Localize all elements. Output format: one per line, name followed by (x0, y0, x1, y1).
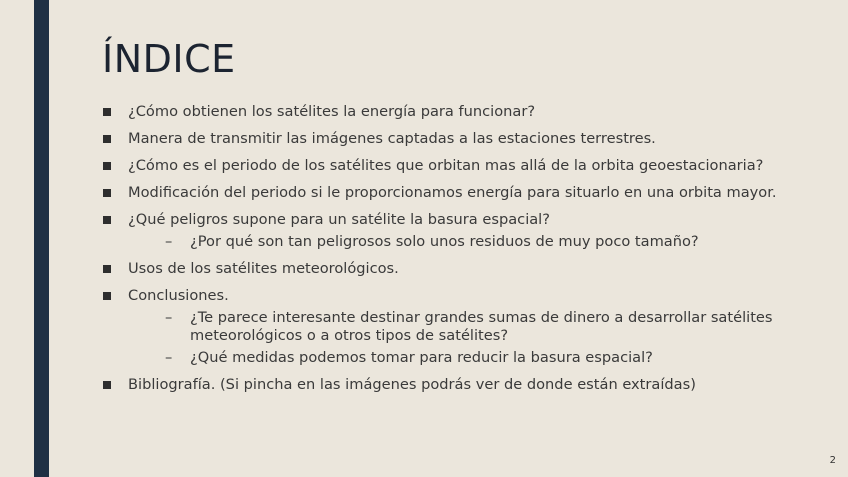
sub-list-item-text: ¿Qué medidas podemos tomar para reducir la basura espacial? (190, 349, 653, 366)
square-bullet-icon (103, 189, 111, 197)
list-item (102, 211, 822, 251)
square-bullet-icon (103, 265, 111, 273)
dash-bullet-icon: – (165, 233, 173, 250)
list-item (102, 376, 822, 394)
square-bullet-icon (103, 216, 111, 224)
sub-list-item (128, 309, 822, 345)
list-item (102, 130, 822, 148)
list-item (102, 260, 822, 278)
list-item (102, 103, 822, 121)
square-bullet-icon (103, 292, 111, 300)
dash-bullet-icon: – (165, 349, 173, 366)
list-item-text: Manera de transmitir las imágenes captadas a las estaciones terrestres. (128, 130, 656, 147)
sub-list-item-text: ¿Por qué son tan peligrosos solo unos residuos de muy poco tamaño? (190, 233, 699, 250)
sub-list-item (128, 349, 822, 367)
list-item-text: Usos de los satélites meteorológicos. (128, 260, 399, 277)
list-item (102, 287, 822, 367)
list-item-text: Bibliografía. (Si pincha en las imágenes podrás ver de donde están extraídas) (128, 376, 696, 393)
square-bullet-icon (103, 162, 111, 170)
list-item-text: ¿Qué peligros supone para un satélite la basura espacial? (128, 211, 550, 228)
list-item-text: Conclusiones. (128, 287, 229, 304)
square-bullet-icon (103, 381, 111, 389)
sub-list-item-text: ¿Te parece interesante destinar grandes sumas de dinero a desarrollar satélites meteorológicos o a otros tipos de satélites? (190, 309, 773, 344)
square-bullet-icon (103, 108, 111, 116)
sub-list-item (128, 233, 822, 251)
list-item (102, 184, 822, 202)
slide-title: ÍNDICE (102, 37, 236, 81)
list-item-text: ¿Cómo es el periodo de los satélites que orbitan mas allá de la orbita geoestacionaria? (128, 157, 764, 174)
accent-bar (34, 0, 49, 477)
list-item-text: Modificación del periodo si le proporcionamos energía para situarlo en una orbita mayor. (128, 184, 777, 201)
index-list (102, 103, 822, 403)
list-item (102, 157, 822, 175)
square-bullet-icon (103, 135, 111, 143)
dash-bullet-icon: – (165, 309, 173, 326)
page-number: 2 (829, 455, 836, 466)
list-item-text: ¿Cómo obtienen los satélites la energía para funcionar? (128, 103, 536, 120)
